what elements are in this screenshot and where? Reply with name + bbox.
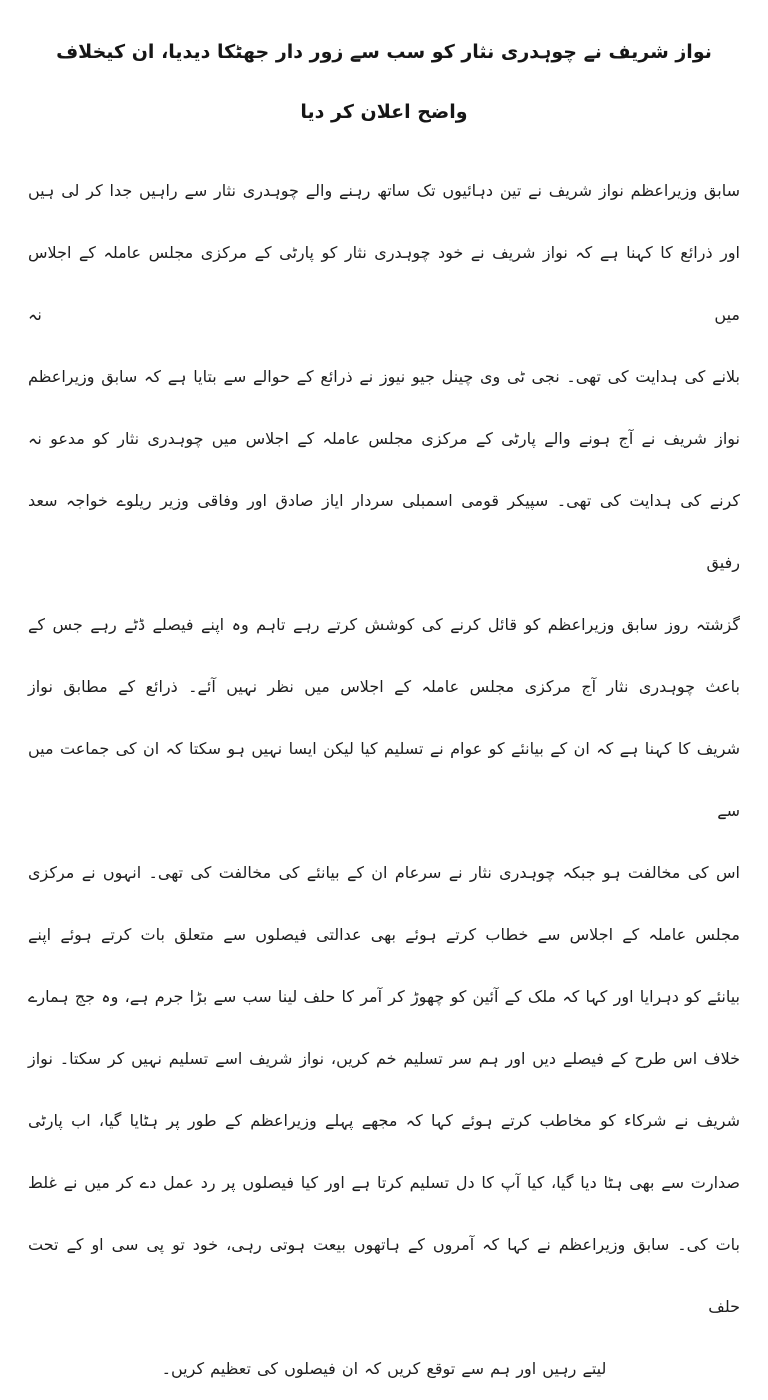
- paragraph-line: شریف کا کہنا ہے کہ ان کے بیانئے کو عوام نے تسلیم کیا لیکن ایسا نہیں ہو سکتا کہ ان کی جماعت میں سے: [28, 739, 740, 820]
- paragraph-line: بلانے کی ہدایت کی تھی۔ نجی ٹی وی چینل جیو نیوز نے ذرائع کے حوالے سے بتایا ہے کہ سابق وزیراعظم: [28, 367, 740, 386]
- paragraph-line: خلاف اس طرح کے فیصلے دیں اور ہم سر تسلیم خم کریں، نواز شریف اسے تسلیم نہیں کر سکتا۔ نواز: [28, 1049, 740, 1068]
- paragraph-line: شریف نے شرکاء کو مخاطب کرتے ہوئے کہا کہ مجھے پہلے وزیراعظم کے طور پر ہٹایا گیا، اب پارٹی: [28, 1111, 740, 1130]
- headline: نواز شریف نے چوہدری نثار کو سب سے زور دار جھٹکا دیدیا، ان کیخلاف واضح اعلان کر دیا: [56, 41, 712, 123]
- paragraph-line: اس کی مخالفت ہو جبکہ چوہدری نثار نے سرعام ان کے بیانئے کی مخالفت کی تھی۔ انہوں نے مرکزی: [28, 863, 740, 882]
- paragraph-line: اور ذرائع کا کہنا ہے کہ نواز شریف نے خود چوہدری نثار کو پارٹی کے مرکزی مجلس عاملہ کے اجلاس میں نہ: [28, 243, 740, 324]
- paragraph-line: نواز شریف نے آج ہونے والے پارٹی کے مرکزی مجلس عاملہ کے اجلاس میں چوہدری نثار کو مدعو نہ: [28, 429, 740, 448]
- paragraph-line: صدارت سے بھی ہٹا دیا گیا، کیا آپ کا دل تسلیم کرتا ہے اور کیا فیصلوں پر رد عمل دے کر میں نے غلط: [28, 1173, 740, 1192]
- paragraph-line: گزشتہ روز سابق وزیراعظم کو قائل کرنے کی کوشش کرتے رہے تاہم وہ اپنے فیصلے ڈٹے رہے جس کے: [28, 615, 740, 634]
- paragraph-line: باعث چوہدری نثار آج مرکزی مجلس عاملہ کے اجلاس میں نظر نہیں آئے۔ ذرائع کے مطابق نواز: [28, 677, 740, 696]
- paragraph-line: مجلس عاملہ کے اجلاس سے خطاب کرتے ہوئے بھی عدالتی فیصلوں سے متعلق بات کرتے ہوئے اپنے: [28, 925, 740, 944]
- paragraph-line: کرنے کی ہدایت کی تھی۔ سپیکر قومی اسمبلی سردار ایاز صادق اور وفاقی وزیر ریلوے خواجہ سعد رفیق: [28, 491, 740, 572]
- paragraph-line: سابق وزیراعظم نواز شریف نے تین دہائیوں تک ساتھ رہنے والے چوہدری نثار سے راہیں جدا کر لی ہیں: [28, 181, 740, 200]
- paragraph-line: بات کی۔ سابق وزیراعظم نے کہا کہ آمروں کے ہاتھوں بیعت ہوتی رہی، خود تو پی سی او کے تحت حلف: [28, 1235, 740, 1316]
- paragraph-line: بیانئے کو دہرایا اور کہا کہ ملک کے آئین کو چھوڑ کر آمر کا حلف لینا سب سے بڑا جرم ہے، وہ جج ہمارے: [28, 987, 740, 1006]
- article-body: [28, 160, 740, 1400]
- paragraph-last-line: لیتے رہیں اور ہم سے توقع کریں کہ ان فیصلوں کی تعظیم کریں۔: [161, 1359, 607, 1378]
